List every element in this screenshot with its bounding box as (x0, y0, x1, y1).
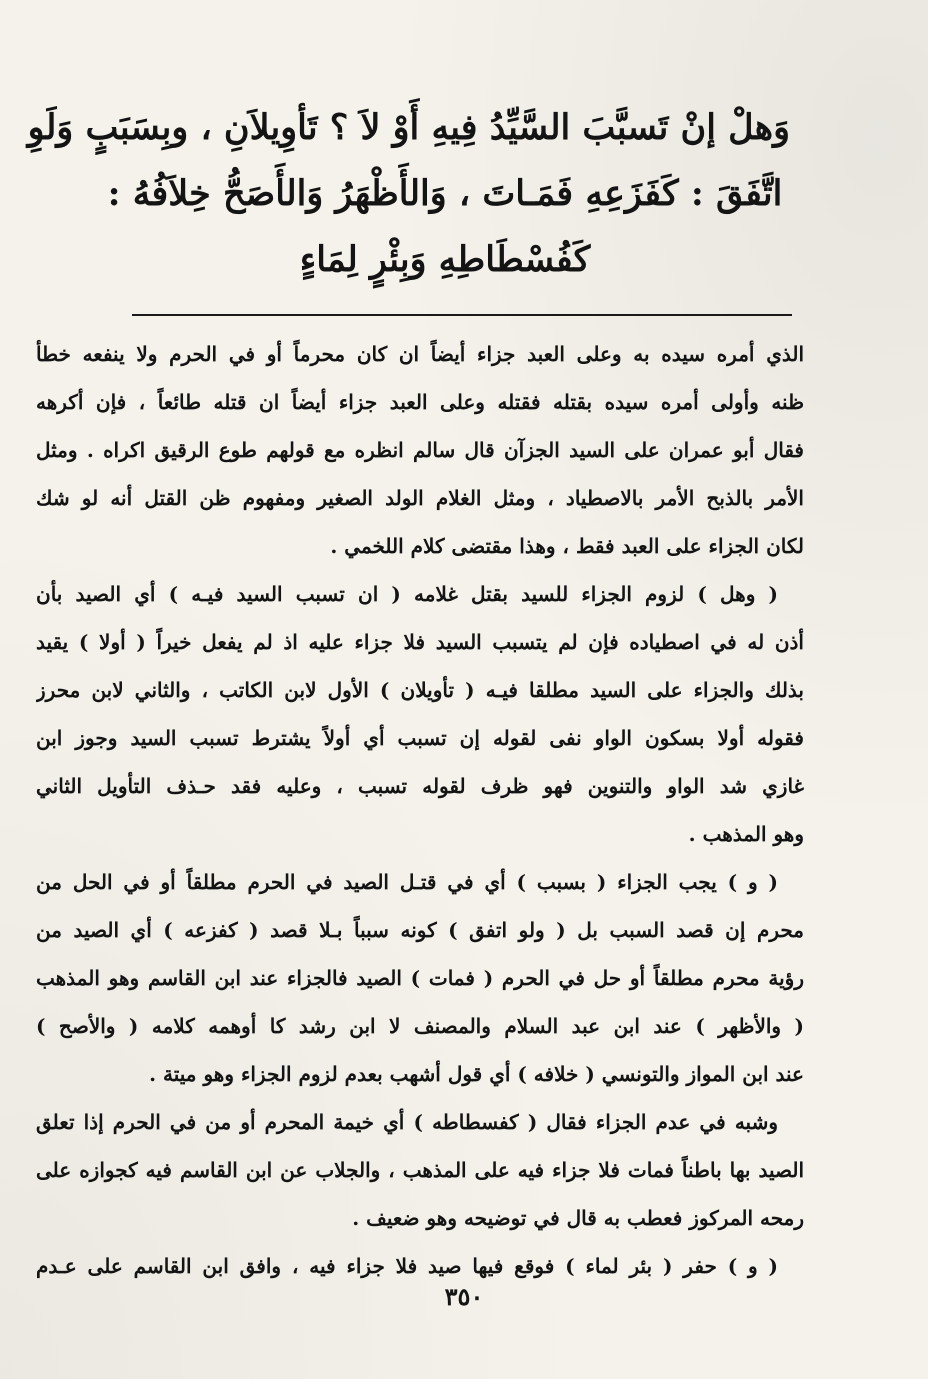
text-line: غازي شد الواو والتنوين فهو ظرف لقوله تسبب ، وعليه فقد حـذف التأويل الثاني (36, 774, 804, 798)
section-divider (132, 314, 792, 316)
text-line: ( و ) حفر ( بئر لماء ) فوقع فيها صيد فلا جزاء فيه ، وافق ابن القاسم على عـدم (36, 1254, 778, 1278)
text-line: عند ابن المواز والتونسي ( خلافه ) أي قول أشهب بعدم لزوم الجزاء وهو ميتة . (149, 1062, 804, 1086)
commentary-body (36, 330, 804, 1290)
text-line: لكان الجزاء على العبد فقط ، وهذا مقتضى كلام اللخمي . (330, 534, 804, 558)
text-line: بذلك والجزاء على السيد مطلقا فيـه ( تأويلان ) الأول لابن الكاتب ، والثاني لابن محرز (36, 678, 804, 702)
matn-verse-block (27, 95, 790, 293)
commentary-paragraph (36, 1098, 804, 1242)
text-line: أذن له في اصطياده فإن لم يتسبب السيد فلا جزاء عليه اذ لم يفعل خيراً ( أولا ) يقيد (36, 630, 804, 654)
text-line: الأمر بالذبح الأمر بالاصطياد ، ومثل الغلام الولد الصغير ومفهوم ظن القتل أنه لو شك (36, 486, 804, 510)
text-line: فقال أبو عمران على السيد الجزآن قال سالم انظره مع قولهم طوع الرقيق اكراه . ومثل (36, 438, 804, 462)
commentary-paragraph (36, 330, 804, 570)
matn-line: وَهلْ إنْ تَسبَّبَ السَّيِّدُ فِيهِ أَوْ لاَ ؟ تَأوِيلاَنِ ، وبِسَبَبٍ وَلَوِ (27, 107, 790, 148)
text-line: رمحه المركوز فعطب به قال في توضيحه وهو ضعيف . (352, 1206, 804, 1230)
text-line: فقوله أولا بسكون الواو نفى لقوله إن تسبب أي أولاً يشترط تسبب السيد وجوز ابن (36, 726, 804, 750)
text-line: رؤية محرم مطلقاً أو حل في الحرم ( فمات ) الصيد فالجزاء عند ابن القاسم وهو المذهب (36, 966, 804, 990)
page-number: ٣٥٠ (444, 1282, 484, 1311)
text-line: الصيد بها باطناً فمات فلا جزاء فيه على المذهب ، والجلاب عن ابن القاسم فيه كجوازه على (36, 1158, 804, 1182)
text-line: ( وهل ) لزوم الجزاء للسيد بقتل غلامه ( ان تسبب السيد فيـه ) أي الصيد بأن (36, 582, 778, 606)
matn-line: اتَّفَقَ : كَفَزَعِهِ فَمَـاتَ ، وَالأَظْهَرُ وَالأَصَحُّ خِلاَفُهُ : (107, 173, 783, 214)
text-line: محرم إن قصد السبب بل ( ولو اتفق ) كونه سبباً بـلا قصد ( كفزعه ) أي الصيد من (36, 918, 804, 942)
text-line: ظنه وأولى أمره سيده بقتله فقتله وعلى العبد جزاء أيضاً ان قتله طائعاً ، فإن أكرهه (36, 390, 804, 414)
text-line: وهو المذهب . (688, 822, 804, 846)
text-line: ( و ) يجب الجزاء ( بسبب ) أي في قتـل الصيد في الحرم مطلقاً أو في الحل من (36, 870, 778, 894)
text-line: الذي أمره سيده به وعلى العبد جزاء أيضاً ان كان محرماً أو في الحرم ولا ينفعه خطأ (36, 342, 804, 366)
text-line: وشبه في عدم الجزاء فقال ( كفسطاطه ) أي خيمة المحرم أو من في الحرم إذا تعلق (36, 1110, 778, 1134)
commentary-paragraph (36, 570, 804, 858)
text-line: ( والأظهر ) عند ابن عبد السلام والمصنف لا ابن رشد كا أوهمه كلامه ( والأصح ) (36, 1014, 804, 1038)
matn-line: كَفُسْطَاطِهِ وَبِئْرٍ لِمَاءٍ (299, 239, 591, 280)
commentary-paragraph (36, 858, 804, 1098)
